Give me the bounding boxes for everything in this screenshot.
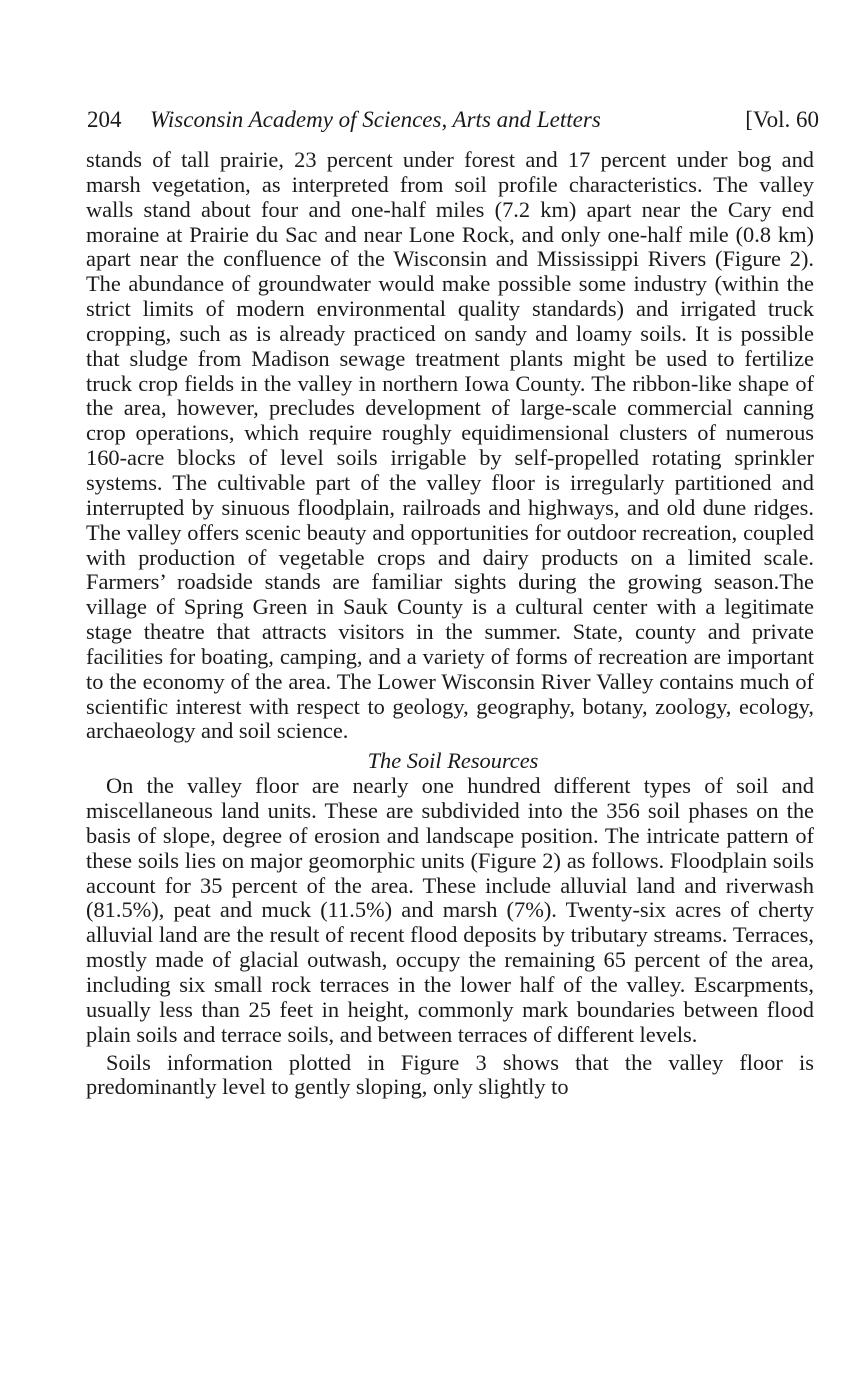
journal-title: Wisconsin Academy of Sciences, Arts and Letters	[150, 107, 601, 132]
volume-label: [Vol. 60	[745, 107, 819, 132]
running-header	[87, 104, 819, 136]
body-paragraph-final: Soils information plotted in Figure 3 shows that the valley floor is predominantly level to gently sloping, only slightly to	[86, 1049, 814, 1100]
page-body	[86, 148, 814, 1100]
body-paragraph: On the valley floor are nearly one hundred different types of soil and miscellaneous land units. These are subdivided into the 356 soil phases on the basis of slope, degree of erosion and landscape position. The intricate pattern of these soils lies on major geomorphic units (Figure 2) as follows. Floodplain soils account for 35 percent of the area. These include alluvial land and riverwash (81.5%), peat and muck (11.5%) and marsh (7%). Twenty-six acres of cherty alluvial land are the result of recent flood deposits by tributary streams. Terraces, mostly made of glacial outwash, occupy the remaining 65 percent of the area, including six small rock terraces in the lower half of the valley. Escarpments, usually less than 25 feet in height, commonly mark boundaries between flood plain soils and terrace soils, and between terraces of different levels.	[86, 773, 814, 1047]
page-number: 204	[87, 107, 122, 132]
section-heading: The Soil Resources	[367, 748, 539, 774]
body-paragraph-continued: stands of tall prairie, 23 percent under forest and 17 percent under bog and marsh vegetation, as interpreted from soil profile characteristics. The valley walls stand about four and one-half miles (7.2 km) apart near the Cary end moraine at Prairie du Sac and near Lone Rock, and only one-half mile (0.8 km) apart near the confluence of the Wisconsin and Mississippi Rivers (Figure 2). The abundance of groundwater would make possible some industry (within the strict limits of modern environmental quality standards) and irrigated truck cropping, such as is already practiced on sandy and loamy soils. It is possible that sludge from Madison sewage treatment plants might be used to fertilize truck crop fields in the valley in northern Iowa County. The ribbon-like shape of the area, however, precludes development of large-scale commercial canning crop operations, which require roughly equidimensional clusters of numerous 160-acre blocks of level soils irrigable by self-propelled rotating sprinkler systems. The cultivable part of the valley floor is irregularly partitioned and interrupted by sinuous floodplain, railroads and highways, and old dune ridges. The valley offers scenic beauty and opportunities for outdoor recreation, coupled with production of vegetable crops and dairy products on a limited scale. Farmers’ roadside stands are familiar sights during the growing season.The village of Spring Green in Sauk County is a cultural center with a legitimate stage theatre that attracts visitors in the summer. State, county and private facilities for boating, camping, and a variety of forms of recreation are important to the economy of the area. The Lower Wisconsin River Valley contains much of scientific interest with respect to geology, geography, botany, zoology, ecology, archaeology and soil science.	[86, 147, 814, 744]
